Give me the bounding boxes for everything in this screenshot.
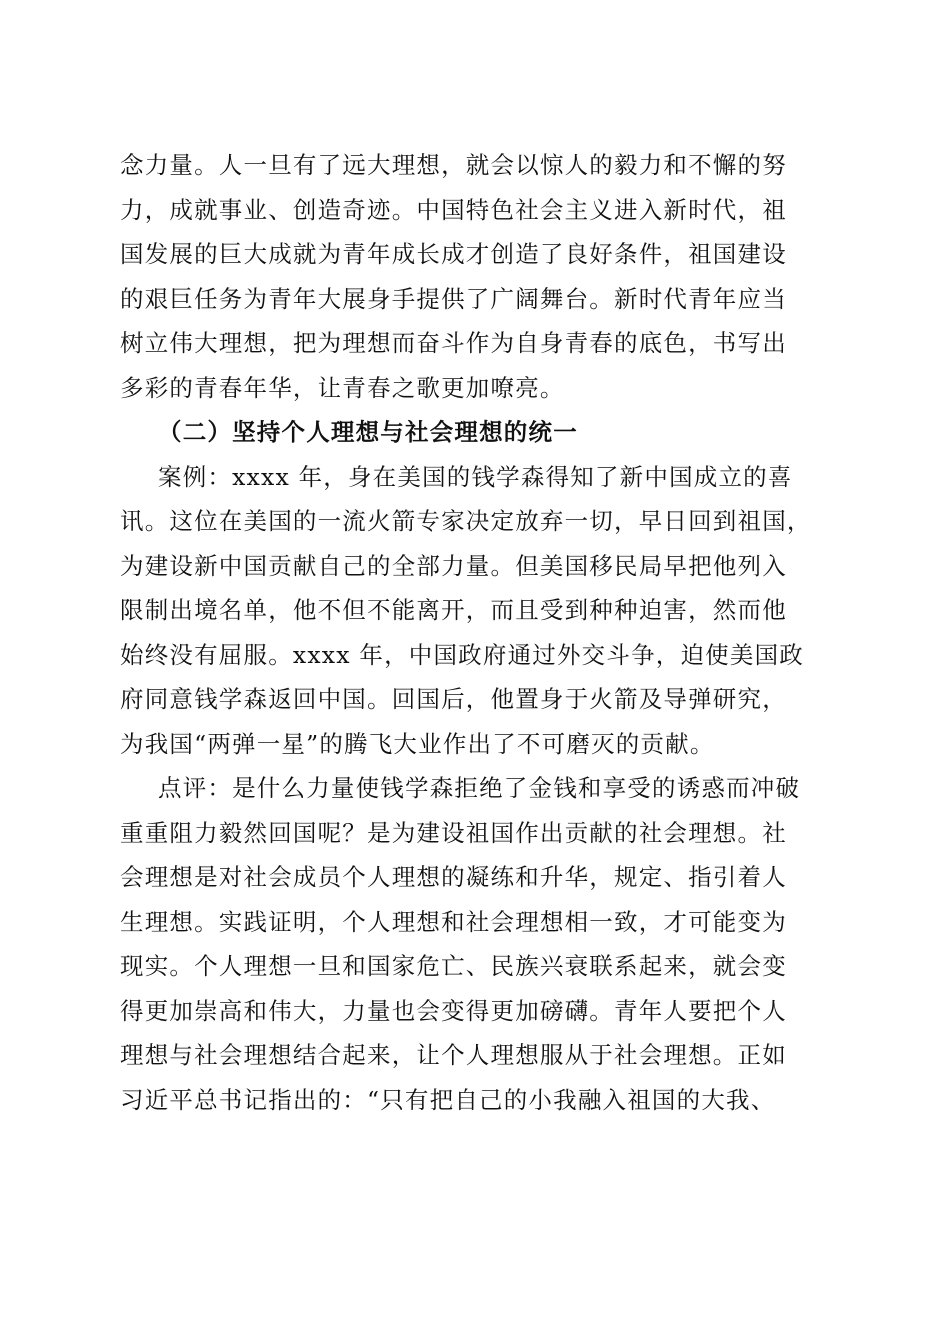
text-line: 树立伟大理想，把为理想而奋斗作为自身青春的底色，书写出 [120, 329, 787, 357]
text-line: 国发展的巨大成就为青年成长成才创造了良好条件，祖国建设 [120, 240, 787, 268]
text-line: 念力量。人一旦有了远大理想，就会以惊人的毅力和不懈的努 [120, 151, 787, 179]
section-heading: （二）坚持个人理想与社会理想的统一 [158, 418, 578, 446]
text-line: 习近平总书记指出的：“只有把自己的小我融入祖国的大我、 [120, 1085, 776, 1114]
text-line: 重重阻力毅然回国呢？是为建设祖国作出贡献的社会理想。社 [120, 818, 787, 847]
text-line: 限制出境名单，他不但不能离开，而且受到种种迫害，然而他 [120, 596, 787, 624]
text-line: 始终没有屈服。xxxx 年，中国政府通过外交斗争，迫使美国政 [120, 640, 804, 669]
text-line: 理想与社会理想结合起来，让个人理想服从于社会理想。正如 [120, 1041, 787, 1069]
text-line: 会理想是对社会成员个人理想的凝练和升华，规定、指引着人 [120, 863, 787, 891]
text-line: 为建设新中国贡献自己的全部力量。但美国移民局早把他列入 [120, 551, 787, 580]
text-line: 得更加崇高和伟大，力量也会变得更加磅礴。青年人要把个人 [120, 996, 787, 1025]
text-line: 府同意钱学森返回中国。回国后，他置身于火箭及导弹研究， [120, 685, 787, 713]
text-line: 的艰巨任务为青年大展身手提供了广阔舞台。新时代青年应当 [120, 284, 787, 313]
text-line: 力，成就事业、创造奇迹。中国特色社会主义进入新时代，祖 [120, 195, 787, 224]
text-line: 讯。这位在美国的一流火箭专家决定放弃一切，早日回到祖国， [120, 507, 812, 535]
document-body [120, 143, 835, 1122]
text-line: 生理想。实践证明，个人理想和社会理想相一致，才可能变为 [120, 907, 787, 936]
text-line: 多彩的青春年华，让青春之歌更加嘹亮。 [120, 373, 565, 402]
text-line: 为我国“两弹一星”的腾飞大业作出了不可磨灭的贡献。 [120, 729, 715, 758]
case-paragraph [120, 455, 835, 767]
paragraph-ideal-power [120, 143, 835, 410]
comment-paragraph [120, 766, 835, 1122]
text-line: 点评：是什么力量使钱学森拒绝了金钱和享受的诱惑而冲破 [158, 774, 801, 802]
text-line: 现实。个人理想一旦和国家危亡、民族兴衰联系起来，就会变 [120, 952, 787, 980]
text-line: 案例：xxxx 年，身在美国的钱学森得知了新中国成立的喜 [158, 462, 793, 491]
